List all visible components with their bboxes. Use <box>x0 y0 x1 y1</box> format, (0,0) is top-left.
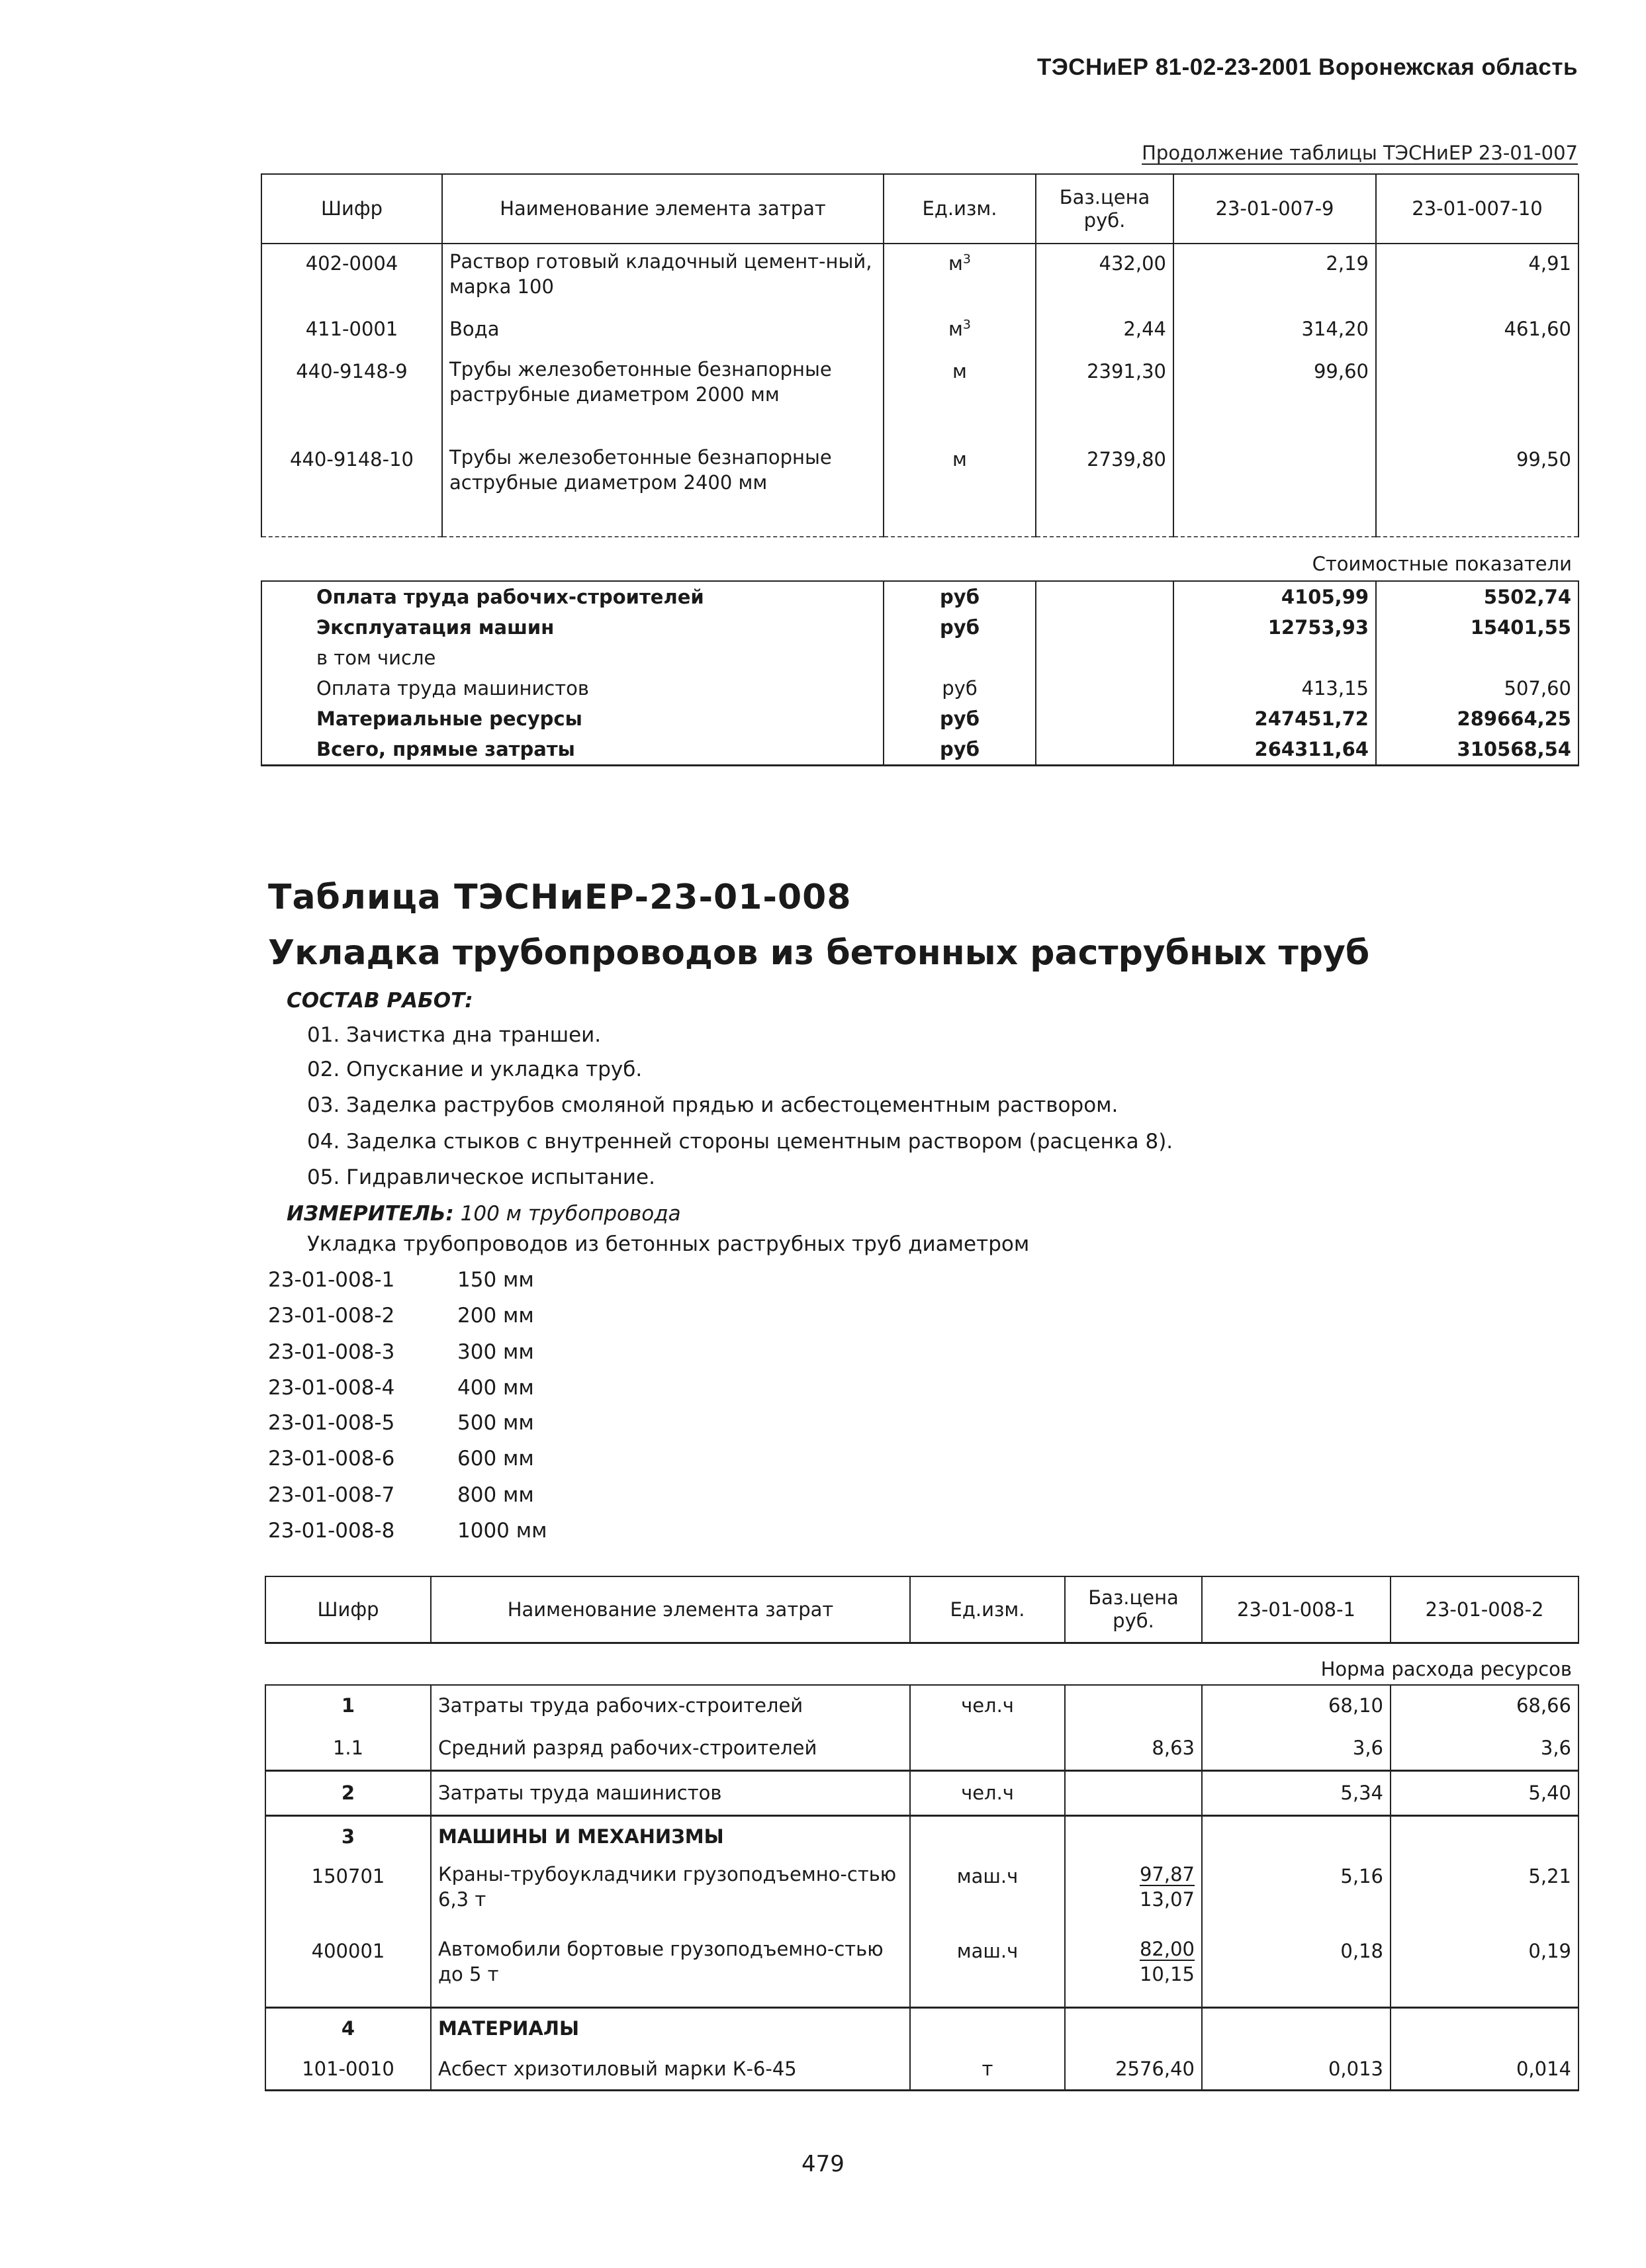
code-row <box>268 1304 534 1328</box>
cost-row <box>261 581 1578 612</box>
cell-value: 15401,55 <box>1376 612 1578 643</box>
cell-code: 150701 <box>265 1857 431 1932</box>
cell-value: 310568,54 <box>1376 734 1578 766</box>
cell-name: Всего, прямые затраты <box>316 734 758 766</box>
size: 400 мм <box>457 1376 534 1400</box>
cell-unit <box>910 2008 1065 2050</box>
code-row <box>268 1376 534 1400</box>
cost-row <box>261 643 1578 673</box>
cell-value: 5,40 <box>1391 1771 1578 1816</box>
table-title: Таблица ТЭСНиЕР-23-01-008 <box>268 878 852 917</box>
cell-price: 2739,80 <box>1036 440 1173 537</box>
cell-value: 0,014 <box>1391 2049 1578 2091</box>
cell-price: 97,87 13,07 <box>1065 1857 1202 1932</box>
work-item: 03. Заделка раструбов смоляной прядью и асбестоцементным раствором. <box>307 1093 1119 1117</box>
cell-value <box>1391 1816 1578 1858</box>
cell-unit: руб <box>884 734 1036 766</box>
cell-name: Эксплуатация машин <box>316 612 758 643</box>
cell-name: Трубы железобетонные безнапорные раструбные диаметром 2000 мм <box>442 352 884 440</box>
size: 1000 мм <box>457 1519 547 1543</box>
cell-code: 4 <box>265 2008 431 2050</box>
cost-row <box>261 703 1578 734</box>
size: 150 мм <box>457 1268 534 1292</box>
cell-value: 68,10 <box>1202 1685 1391 1726</box>
cell-value: 507,60 <box>1376 673 1578 703</box>
cell-unit: $м^3$ <box>884 244 1036 310</box>
table-row <box>261 352 1578 440</box>
table-row <box>265 2008 1578 2050</box>
table-row <box>265 1685 1578 1726</box>
table-23-01-007-continuation <box>261 173 1579 766</box>
work-item: 01. Зачистка дна траншеи. <box>307 1023 602 1047</box>
page-number: 479 <box>801 2151 845 2177</box>
cell-price <box>1065 1685 1202 1726</box>
size: 500 мм <box>457 1411 534 1435</box>
cell-unit: маш.ч <box>910 1932 1065 2008</box>
cell-value: 413,15 <box>1173 673 1376 703</box>
code-row <box>268 1411 534 1435</box>
cell-unit: руб <box>884 673 1036 703</box>
work-item: 02. Опускание и укладка труб. <box>307 1058 643 1081</box>
column-header: Ед.изм. <box>910 1576 1065 1643</box>
cell-value: 289664,25 <box>1376 703 1578 734</box>
column-header: Шифр <box>261 174 442 244</box>
cell-unit: маш.ч <box>910 1857 1065 1932</box>
code: 23-01-008-2 <box>268 1304 395 1328</box>
cell-price: 2391,30 <box>1036 352 1173 440</box>
column-header: Ед.изм. <box>884 174 1036 244</box>
table-row <box>261 244 1578 310</box>
cell-name: Оплата труда машинистов <box>316 673 758 703</box>
cell-value: 314,20 <box>1173 310 1376 352</box>
cell-price <box>1065 1816 1202 1858</box>
code: 23-01-008-4 <box>268 1376 395 1400</box>
cell-code: 3 <box>265 1816 431 1858</box>
cost-row <box>261 673 1578 703</box>
cell-name: Раствор готовый кладочный цемент-ный, марка 100 <box>442 244 884 310</box>
cell-code: 411-0001 <box>261 310 442 352</box>
cell-code: 400001 <box>265 1932 431 2008</box>
cell-unit <box>910 1816 1065 1858</box>
cell-value: 0,18 <box>1202 1932 1391 2008</box>
size: 600 мм <box>457 1447 534 1471</box>
cell-unit: $м^3$ <box>884 310 1036 352</box>
cell-value: 12753,93 <box>1173 612 1376 643</box>
cell-value: 99,50 <box>1376 440 1578 537</box>
code: 23-01-008-8 <box>268 1519 395 1543</box>
cell-name: Вода <box>442 310 884 352</box>
cell-code: 2 <box>265 1771 431 1816</box>
code-row <box>268 1268 534 1292</box>
cell-price: 2,44 <box>1036 310 1173 352</box>
cell-unit <box>910 1726 1065 1771</box>
column-header: Баз.цена руб. <box>1065 1576 1202 1643</box>
cost-section-label: Стоимостные показатели <box>261 537 1578 581</box>
cell-name: Затраты труда рабочих-строителей <box>431 1685 910 1726</box>
cell-value: 264311,64 <box>1173 734 1376 766</box>
table-23-01-008 <box>265 1576 1579 2091</box>
meter-value: 100 м трубопровода <box>460 1202 681 1226</box>
cell-value: 2,19 <box>1173 244 1376 310</box>
code-row <box>268 1483 534 1507</box>
cell-unit: руб <box>884 612 1036 643</box>
work-item: 05. Гидравлическое испытание. <box>307 1165 655 1189</box>
table-row <box>265 2049 1578 2091</box>
table-row <box>265 1816 1578 1858</box>
cell-code: 440-9148-10 <box>261 440 442 537</box>
code: 23-01-008-7 <box>268 1483 395 1507</box>
code-row <box>268 1447 534 1471</box>
cell-value: 5,21 <box>1391 1857 1578 1932</box>
cell-price <box>1065 2008 1202 2050</box>
cell-value: 3,6 <box>1202 1726 1391 1771</box>
cell-name: Трубы железобетонные безнапорные аструбные диаметром 2400 мм <box>442 440 884 537</box>
cell-name: Краны-трубоукладчики грузоподъемно-стью 6,3 т <box>431 1857 910 1932</box>
cell-name: Оплата труда рабочих-строителей <box>316 581 758 612</box>
cell-unit <box>884 643 1036 673</box>
code: 23-01-008-6 <box>268 1447 395 1471</box>
cell-value: 5502,74 <box>1376 581 1578 612</box>
cell-code: 101-0010 <box>265 2049 431 2091</box>
code-row <box>268 1519 547 1543</box>
cell-value: 68,66 <box>1391 1685 1578 1726</box>
cell-price: 8,63 <box>1065 1726 1202 1771</box>
cost-section-row <box>261 537 1578 581</box>
cell-value <box>1202 1816 1391 1858</box>
table-header-row <box>261 174 1578 244</box>
code-row <box>268 1340 534 1364</box>
cell-code: 440-9148-9 <box>261 352 442 440</box>
size: 200 мм <box>457 1304 534 1328</box>
column-header: Наименование элемента затрат <box>431 1576 910 1643</box>
column-header: 23-01-008-2 <box>1391 1576 1578 1643</box>
cell-value <box>1376 643 1578 673</box>
column-header: Баз.цена руб. <box>1036 174 1173 244</box>
cell-value: 0,013 <box>1202 2049 1391 2091</box>
norm-row <box>265 1643 1578 1686</box>
works-label: СОСТАВ РАБОТ: <box>287 989 473 1013</box>
cell-value <box>1376 352 1578 440</box>
cell-value: 461,60 <box>1376 310 1578 352</box>
column-header: 23-01-007-9 <box>1173 174 1376 244</box>
cell-unit: т <box>910 2049 1065 2091</box>
page-header: ТЭСНиЕР 81-02-23-2001 Воронежская область <box>1036 54 1578 80</box>
table-continuation-caption: Продолжение таблицы ТЭСНиЕР 23-01-007 <box>1142 142 1578 164</box>
size: 800 мм <box>457 1483 534 1507</box>
cell-name: Материальные ресурсы <box>316 703 758 734</box>
code: 23-01-008-3 <box>268 1340 395 1364</box>
column-header: Наименование элемента затрат <box>442 174 884 244</box>
norm-label: Норма расхода ресурсов <box>265 1643 1578 1686</box>
cell-value: 3,6 <box>1391 1726 1578 1771</box>
cell-unit: руб <box>884 581 1036 612</box>
cell-code: 1.1 <box>265 1726 431 1771</box>
diameter-intro: Укладка трубопроводов из бетонных раструбных труб диаметром <box>307 1232 1030 1256</box>
cell-price: 2576,40 <box>1065 2049 1202 2091</box>
column-header: 23-01-007-10 <box>1376 174 1578 244</box>
cell-name: Затраты труда машинистов <box>431 1771 910 1816</box>
cell-price: 432,00 <box>1036 244 1173 310</box>
cell-name: Асбест хризотиловый марки К-6-45 <box>431 2049 910 2091</box>
table-row <box>265 1726 1578 1771</box>
cell-unit: м <box>884 352 1036 440</box>
cell-value <box>1173 643 1376 673</box>
column-header: Шифр <box>265 1576 431 1643</box>
cell-name: Средний разряд рабочих-строителей <box>431 1726 910 1771</box>
cell-value: 0,19 <box>1391 1932 1578 2008</box>
table-header-row <box>265 1576 1578 1643</box>
meter-line <box>287 1202 681 1226</box>
meter-label: ИЗМЕРИТЕЛЬ: <box>287 1202 454 1226</box>
table-row <box>261 440 1578 537</box>
cell-code: 1 <box>265 1685 431 1726</box>
cell-name: МАШИНЫ И МЕХАНИЗМЫ <box>431 1816 910 1858</box>
cell-value: 5,16 <box>1202 1857 1391 1932</box>
table-row <box>261 310 1578 352</box>
cell-value <box>1173 440 1376 537</box>
table-row <box>265 1932 1578 2008</box>
cell-unit: чел.ч <box>910 1771 1065 1816</box>
cell-price: 82,00 10,15 <box>1065 1932 1202 2008</box>
cell-value <box>1202 2008 1391 2050</box>
table-subtitle: Укладка трубопроводов из бетонных раструбных труб <box>268 933 1370 973</box>
cell-price <box>1065 1771 1202 1816</box>
table-row <box>265 1857 1578 1932</box>
cell-name: Автомобили бортовые грузоподъемно-стью до 5 т <box>431 1932 910 2008</box>
cell-unit: руб <box>884 703 1036 734</box>
column-header: 23-01-008-1 <box>1202 1576 1391 1643</box>
cell-value: 99,60 <box>1173 352 1376 440</box>
cost-row <box>261 612 1578 643</box>
cell-value: 4,91 <box>1376 244 1578 310</box>
cell-code: 402-0004 <box>261 244 442 310</box>
cell-value <box>1391 2008 1578 2050</box>
cell-unit: чел.ч <box>910 1685 1065 1726</box>
cell-name: в том числе <box>316 643 758 673</box>
cell-name: МАТЕРИАЛЫ <box>431 2008 910 2050</box>
code: 23-01-008-1 <box>268 1268 395 1292</box>
cell-value: 247451,72 <box>1173 703 1376 734</box>
table-row <box>265 1771 1578 1816</box>
cell-value: 4105,99 <box>1173 581 1376 612</box>
size: 300 мм <box>457 1340 534 1364</box>
cell-value: 5,34 <box>1202 1771 1391 1816</box>
cost-row <box>261 734 1578 766</box>
work-item: 04. Заделка стыков с внутренней стороны цементным раствором (расценка 8). <box>307 1130 1173 1154</box>
cell-unit: м <box>884 440 1036 537</box>
code: 23-01-008-5 <box>268 1411 395 1435</box>
